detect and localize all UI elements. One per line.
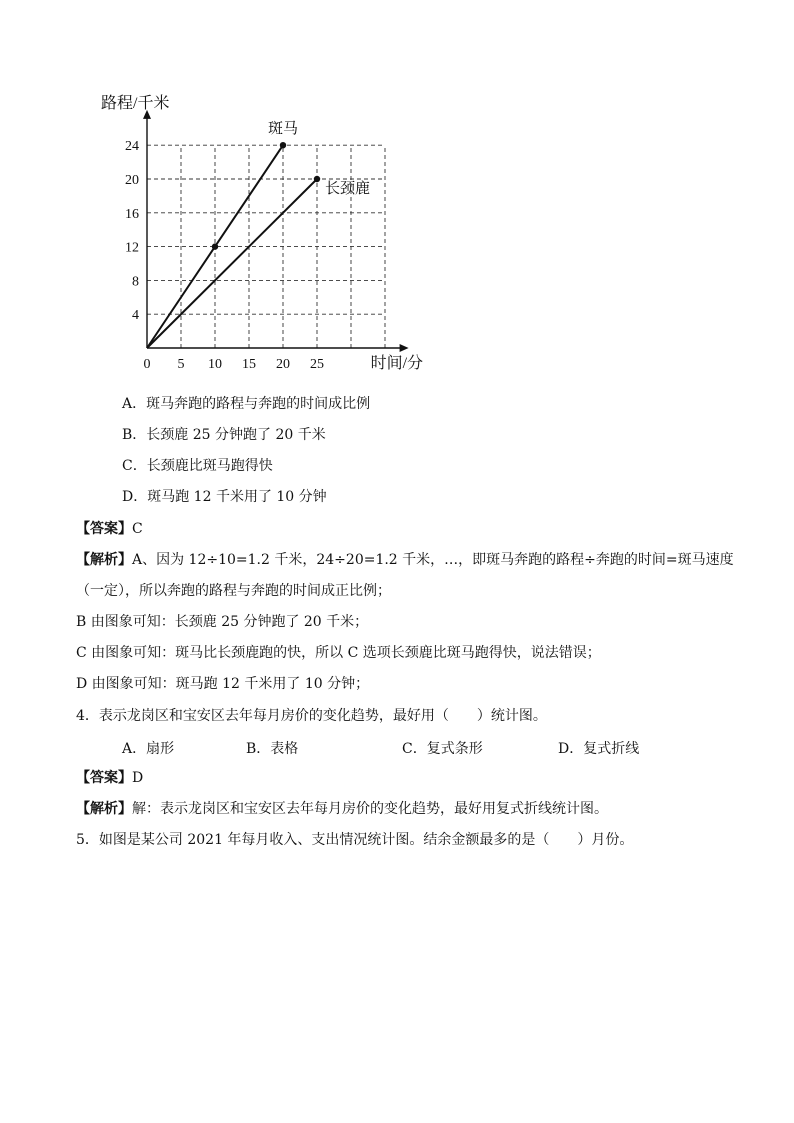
x-axis-arrow [400,344,409,352]
x-tick-label: 5 [177,357,185,372]
y-tick-label: 4 [132,308,139,324]
distance-time-chart [92,86,432,376]
y-tick-label: 24 [125,139,139,155]
series-line-2 [147,179,317,348]
q4-analysis [76,800,608,818]
y-axis-label: 路程/千米 [101,95,170,112]
q4-analysis-label: 【解析】 [76,801,132,817]
q3-analysis-text-1: A、因为 12÷10=1.2 千米，24÷20=1.2 千米，…，即斑马奔跑的路程÷奔跑的时间=斑马速度 [132,552,734,568]
q3-option-c: C．长颈鹿比斑马跑得快 [122,458,273,474]
q3-analysis-label: 【解析】 [76,552,132,568]
q4-analysis-text: 解：表示龙岗区和宝安区去年每月房价的变化趋势，最好用复式折线统计图。 [132,801,608,817]
y-tick-label: 12 [125,240,139,256]
q3-analysis-line-5: D 由图象可知：斑马跑 12 千米用了 10 分钟； [76,676,370,692]
q3-answer [76,520,143,538]
q3-answer-value: C [132,521,143,537]
q5-question: 5．如图是某公司 2021 年每月收入、支出情况统计图。结余金额最多的是（ ）月份。 [76,832,634,848]
x-axis-label: 时间/分 [370,355,424,372]
x-tick-label: 0 [143,357,151,372]
q4-answer [76,769,143,787]
q4-option-c: C．复式条形 [402,741,483,757]
q3-analysis-line-1 [76,551,734,569]
series-point [280,142,286,148]
x-tick-label: 15 [242,357,256,372]
q3-analysis-line-3: B 由图象可知：长颈鹿 25 分钟跑了 20 千米； [76,614,369,630]
series-label: 长颈鹿 [325,181,371,197]
x-tick-label: 20 [276,357,290,372]
q4-option-a: A．扇形 [122,741,175,757]
series-point [314,176,320,182]
q3-analysis-line-4: C 由图象可知：斑马比长颈鹿跑的快，所以 C 选项长颈鹿比斑马跑得快，说法错误； [76,645,601,661]
q4-question: 4．表示龙岗区和宝安区去年每月房价的变化趋势，最好用（ ）统计图。 [76,708,547,724]
q4-answer-label: 【答案】 [76,770,132,786]
q3-analysis-line-2: （一定），所以奔跑的路程与奔跑的时间成正比例； [76,583,391,599]
series-label: 斑马 [267,121,299,138]
x-tick-label: 10 [208,357,222,372]
q4-option-b: B．表格 [246,741,299,757]
y-tick-label: 16 [125,206,139,222]
q4-answer-value: D [132,770,144,786]
q3-option-d: D．斑马跑 12 千米用了 10 分钟 [122,489,327,505]
q4-choices [122,738,682,756]
q3-option-a: A．斑马奔跑的路程与奔跑的时间成比例 [122,396,371,412]
chart-svg [92,86,432,376]
q3-option-b: B．长颈鹿 25 分钟跑了 20 千米 [122,427,326,443]
y-tick-label: 8 [132,274,139,290]
series-point [212,243,218,249]
y-tick-label: 20 [125,173,139,188]
x-tick-label: 25 [310,357,324,372]
q4-option-d: D．复式折线 [558,741,640,757]
q3-answer-label: 【答案】 [76,521,132,537]
